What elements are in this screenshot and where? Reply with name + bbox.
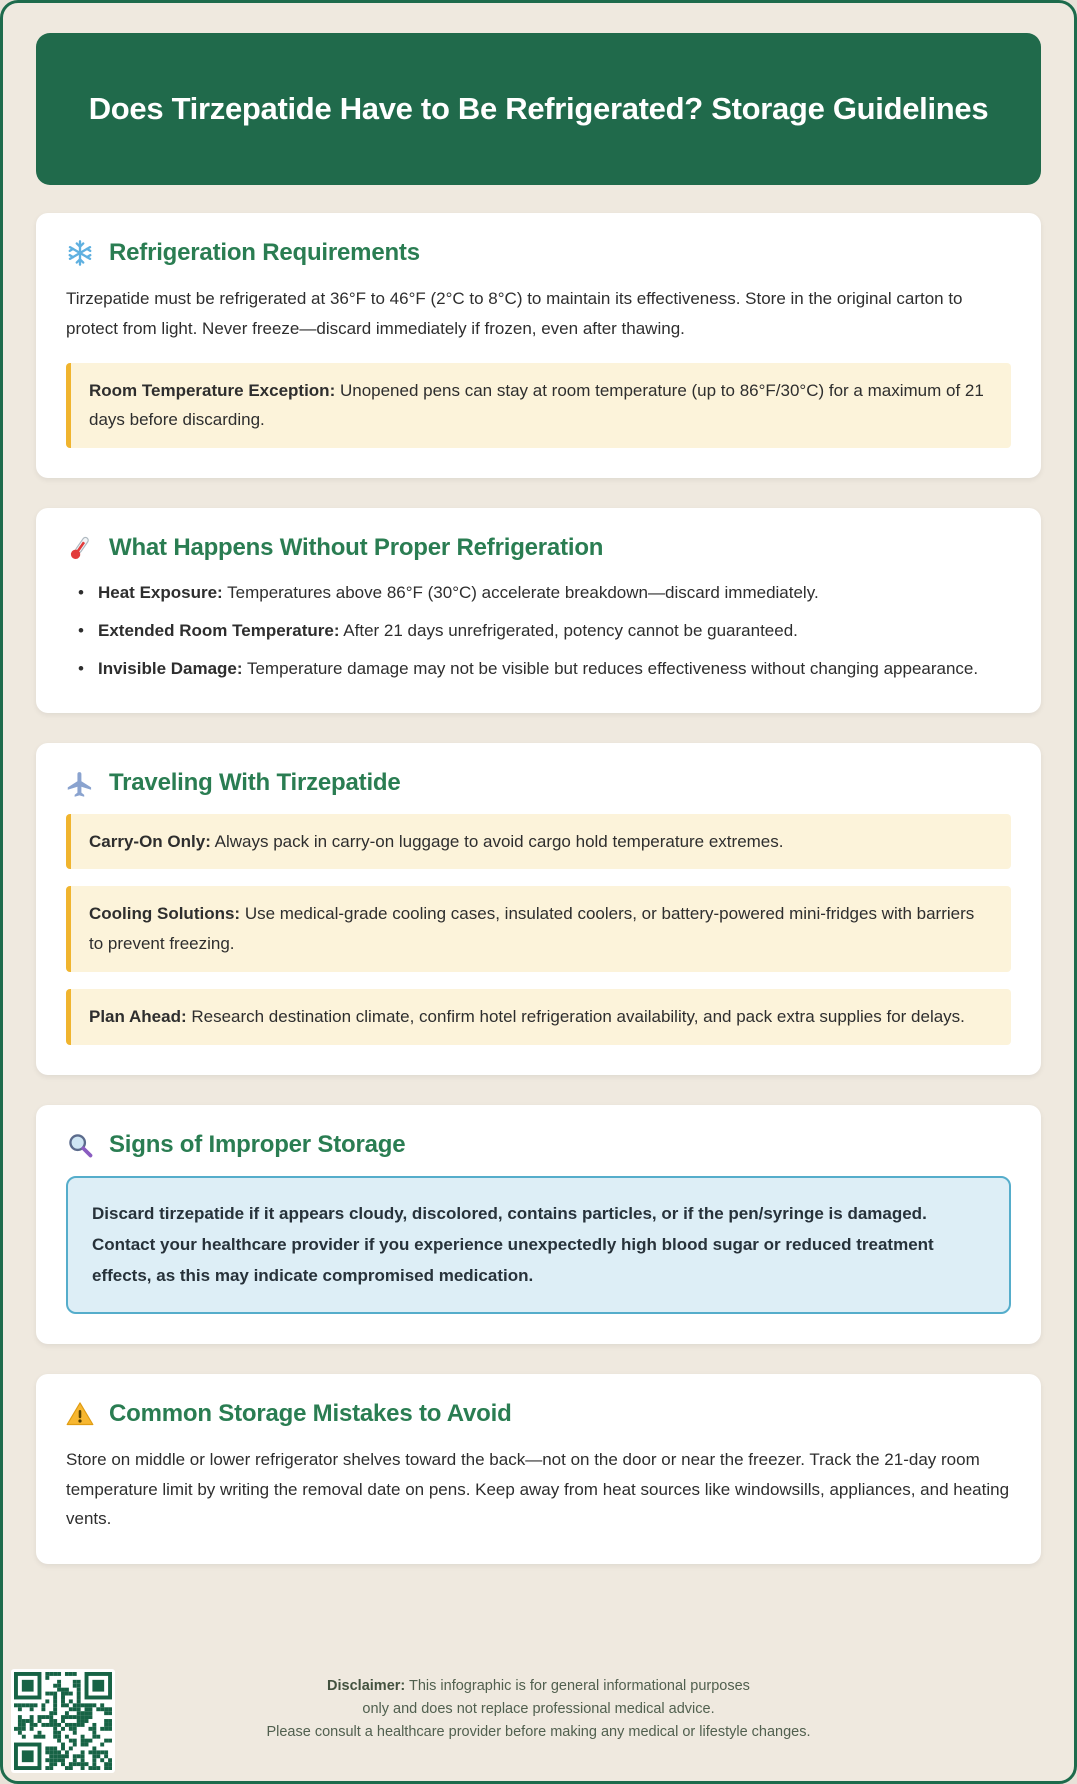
callout-text: Research destination climate, confirm hotel refrigeration availability, and pack extra supplies for delays. bbox=[186, 1006, 965, 1026]
callout-text: Always pack in carry-on luggage to avoid cargo hold temperature extremes. bbox=[210, 831, 784, 851]
refrigeration-body-text: Tirzepatide must be refrigerated at 36°F to 46°F (2°C to 8°C) to maintain its effectiveness. Store in the original carton to protect from light. Never freeze—discard immediately if frozen, even after thawing. bbox=[66, 289, 963, 338]
footer bbox=[3, 1655, 1074, 1781]
snowflake-icon bbox=[66, 239, 94, 267]
disclaimer-line-1: Disclaimer: This infographic is for general informational purposes bbox=[327, 1678, 750, 1694]
section-heading-row bbox=[66, 239, 1011, 267]
section-title: Traveling With Tirzepatide bbox=[109, 768, 401, 796]
list-item bbox=[78, 579, 1011, 606]
room-temperature-exception-callout bbox=[66, 363, 1011, 449]
section-heading-row bbox=[66, 1131, 1011, 1159]
list-item bbox=[78, 617, 1011, 644]
section-title: What Happens Without Proper Refrigeration bbox=[109, 534, 604, 561]
callout-text: Unopened pens can stay at room temperature (up to 86°F/30°C) for a maximum of 21 days before discarding. bbox=[89, 380, 984, 430]
qr-code bbox=[11, 1669, 115, 1773]
airplane-icon bbox=[66, 769, 94, 797]
section-heading-row bbox=[66, 534, 1011, 562]
bullet-label: Heat Exposure: bbox=[98, 583, 223, 602]
warning-icon bbox=[66, 1400, 94, 1428]
discard-warning-box: Discard tirzepatide if it appears cloudy, discolored, contains particles, or if the pen/syringe is damaged. Contact your healthcare provider if you experience unexpectedly high blood sugar or reduced treatment effects, as this may indicate compromised medication. bbox=[66, 1176, 1011, 1314]
bullet-text: After 21 days unrefrigerated, potency cannot be guaranteed. bbox=[339, 621, 798, 641]
cooling-solutions-callout bbox=[66, 886, 1011, 972]
section-traveling bbox=[36, 743, 1041, 1075]
callout-label: Room Temperature Exception: bbox=[89, 380, 336, 400]
section-refrigeration-requirements bbox=[36, 213, 1041, 478]
header-banner bbox=[36, 33, 1041, 185]
magnifier-icon bbox=[66, 1131, 94, 1159]
section-heading-row bbox=[66, 1400, 1011, 1428]
thermometer-icon bbox=[66, 534, 94, 562]
refrigeration-risk-list bbox=[66, 579, 1011, 683]
disclaimer-text bbox=[3, 1655, 1074, 1745]
disclaimer-label: Disclaimer: bbox=[327, 1678, 406, 1694]
disclaimer-line-3: Please consult a healthcare provider before making any medical or lifestyle changes. bbox=[266, 1724, 811, 1741]
section-heading-row bbox=[66, 769, 1011, 797]
section-without-refrigeration bbox=[36, 508, 1041, 713]
callout-label: Cooling Solutions: bbox=[89, 904, 241, 924]
section-title: Refrigeration Requirements bbox=[109, 239, 420, 266]
bullet-label: Extended Room Temperature: bbox=[98, 621, 340, 641]
disclaimer-line-2: only and does not replace professional medical advice. bbox=[362, 1701, 715, 1718]
callout-label: Plan Ahead: bbox=[89, 1006, 187, 1026]
mistakes-body-text: Store on middle or lower refrigerator shelves toward the back—not on the door or near the freezer. Track the 21-day room temperature limit by writing the removal date on pens. Keep away from heat sources like windowsills, appliances, and heating vents. bbox=[66, 1449, 1010, 1529]
carry-on-callout bbox=[66, 814, 1011, 870]
page-title: Does Tirzepatide Have to Be Refrigerated? Storage Guidelines bbox=[88, 91, 989, 127]
callout-label: Carry-On Only: bbox=[89, 831, 211, 851]
bullet-text: Temperatures above 86°F (30°C) accelerate breakdown—discard immediately. bbox=[222, 583, 819, 602]
list-item bbox=[78, 655, 1011, 682]
bullet-text: Temperature damage may not be visible but reduces effectiveness without changing appearance. bbox=[242, 659, 979, 679]
section-storage-mistakes bbox=[36, 1374, 1041, 1564]
section-signs-improper-storage bbox=[36, 1105, 1041, 1344]
callout-text: Use medical-grade cooling cases, insulated coolers, or battery-powered mini-fridges with barriers to prevent freezing. bbox=[89, 904, 975, 954]
bullet-label: Invisible Damage: bbox=[98, 659, 243, 679]
plan-ahead-callout bbox=[66, 989, 1011, 1045]
section-title: Common Storage Mistakes to Avoid bbox=[109, 1399, 512, 1427]
section-title: Signs of Improper Storage bbox=[109, 1130, 406, 1158]
